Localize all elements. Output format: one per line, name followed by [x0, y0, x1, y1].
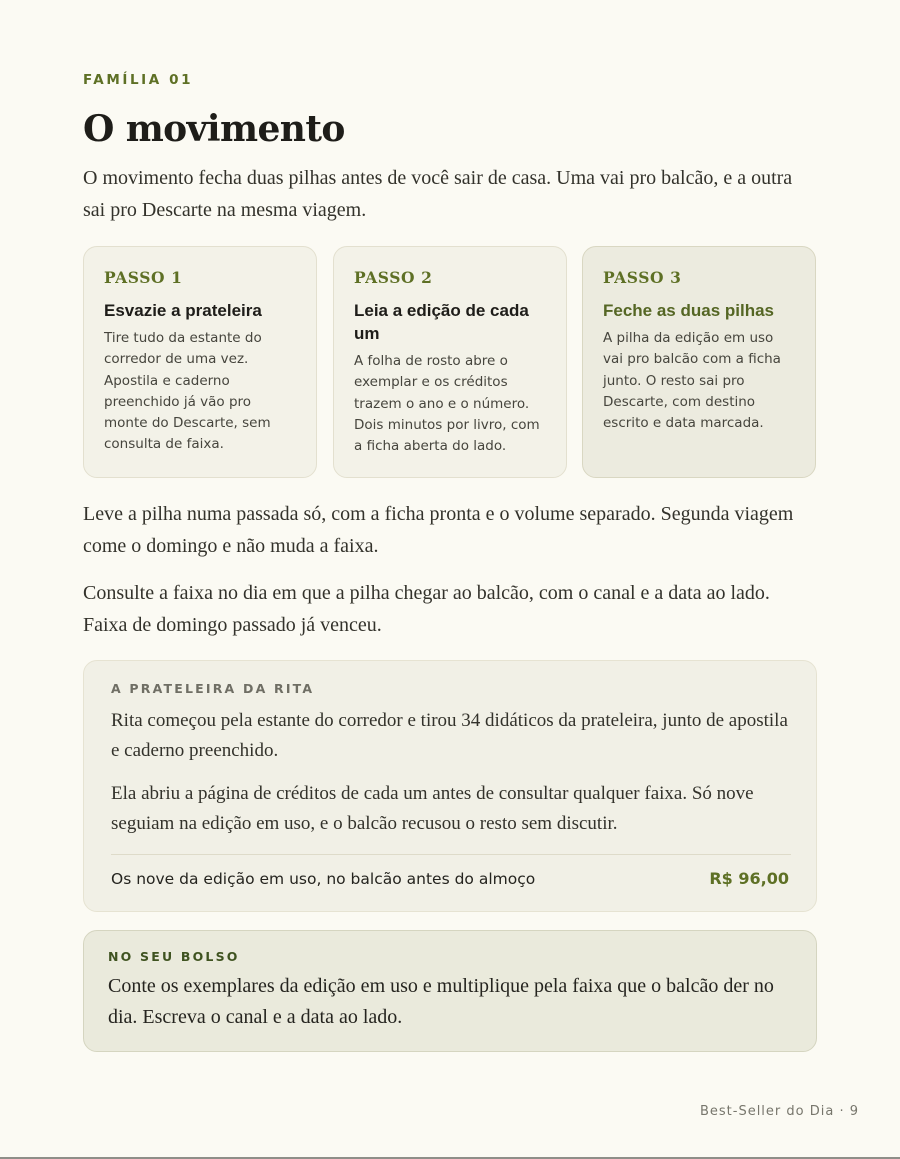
- step-card-2: [333, 246, 567, 478]
- step-card-3: [582, 246, 816, 478]
- body-paragraph: Leve a pilha numa passada só, com a ficha pronta e o volume separado. Segunda viagem come o domingo e não muda a faixa.: [83, 503, 794, 557]
- case-study-paragraph: Ela abriu a página de créditos de cada um antes de consultar qualquer faixa. Só nove seguiam na edição em uso, e o balcão recusou o resto sem discutir.: [111, 783, 754, 834]
- page-title: O movimento: [83, 108, 345, 150]
- case-result-amount: R$ 96,00: [709, 869, 789, 888]
- step-heading: Feche as duas pilhas: [603, 301, 775, 320]
- case-study-label: A PRATELEIRA DA RITA: [111, 681, 315, 696]
- section-eyebrow: FAMÍLIA 01: [83, 72, 194, 88]
- case-study-paragraph: Rita começou pela estante do corredor e tirou 34 didáticos da prateleira, junto de apostila e caderno preenchido.: [111, 710, 788, 761]
- step-label: PASSO 3: [603, 268, 682, 287]
- step-card-1: [83, 246, 317, 478]
- pocket-label: NO SEU BOLSO: [108, 949, 240, 964]
- pocket-text: Conte os exemplares da edição em uso e multiplique pela faixa que o balcão der no dia. Escreva o canal e a data ao lado.: [108, 975, 774, 1028]
- case-study-box: [83, 660, 817, 912]
- step-heading: Leia a edição de cada um: [354, 301, 529, 343]
- divider: [111, 854, 791, 855]
- step-heading: Esvazie a prateleira: [104, 301, 262, 320]
- step-label: PASSO 1: [104, 268, 183, 287]
- page-footer: Best-Seller do Dia · 9: [699, 1104, 859, 1119]
- step-body: A folha de rosto abre o exemplar e os créditos trazem o ano e o número. Dois minutos por livro, com a ficha aberta do lado.: [354, 353, 540, 455]
- pocket-callout: [83, 930, 817, 1052]
- step-body: Tire tudo da estante do corredor de uma vez. Apostila e caderno preenchido já vão pro monte do Descarte, sem consulta de faixa.: [104, 330, 271, 453]
- step-body: A pilha da edição em uso vai pro balcão com a ficha junto. O resto sai pro Descarte, com destino escrito e data marcada.: [603, 330, 781, 432]
- body-paragraph: Consulte a faixa no dia em que a pilha chegar ao balcão, com o canal e a data ao lado. Faixa de domingo passado já venceu.: [83, 582, 770, 636]
- steps-row: [83, 246, 817, 480]
- case-result-label: Os nove da edição em uso, no balcão antes do almoço: [111, 870, 536, 888]
- intro-paragraph: O movimento fecha duas pilhas antes de você sair de casa. Uma vai pro balcão, e a outra sai pro Descarte na mesma viagem.: [83, 167, 793, 221]
- step-label: PASSO 2: [354, 268, 433, 287]
